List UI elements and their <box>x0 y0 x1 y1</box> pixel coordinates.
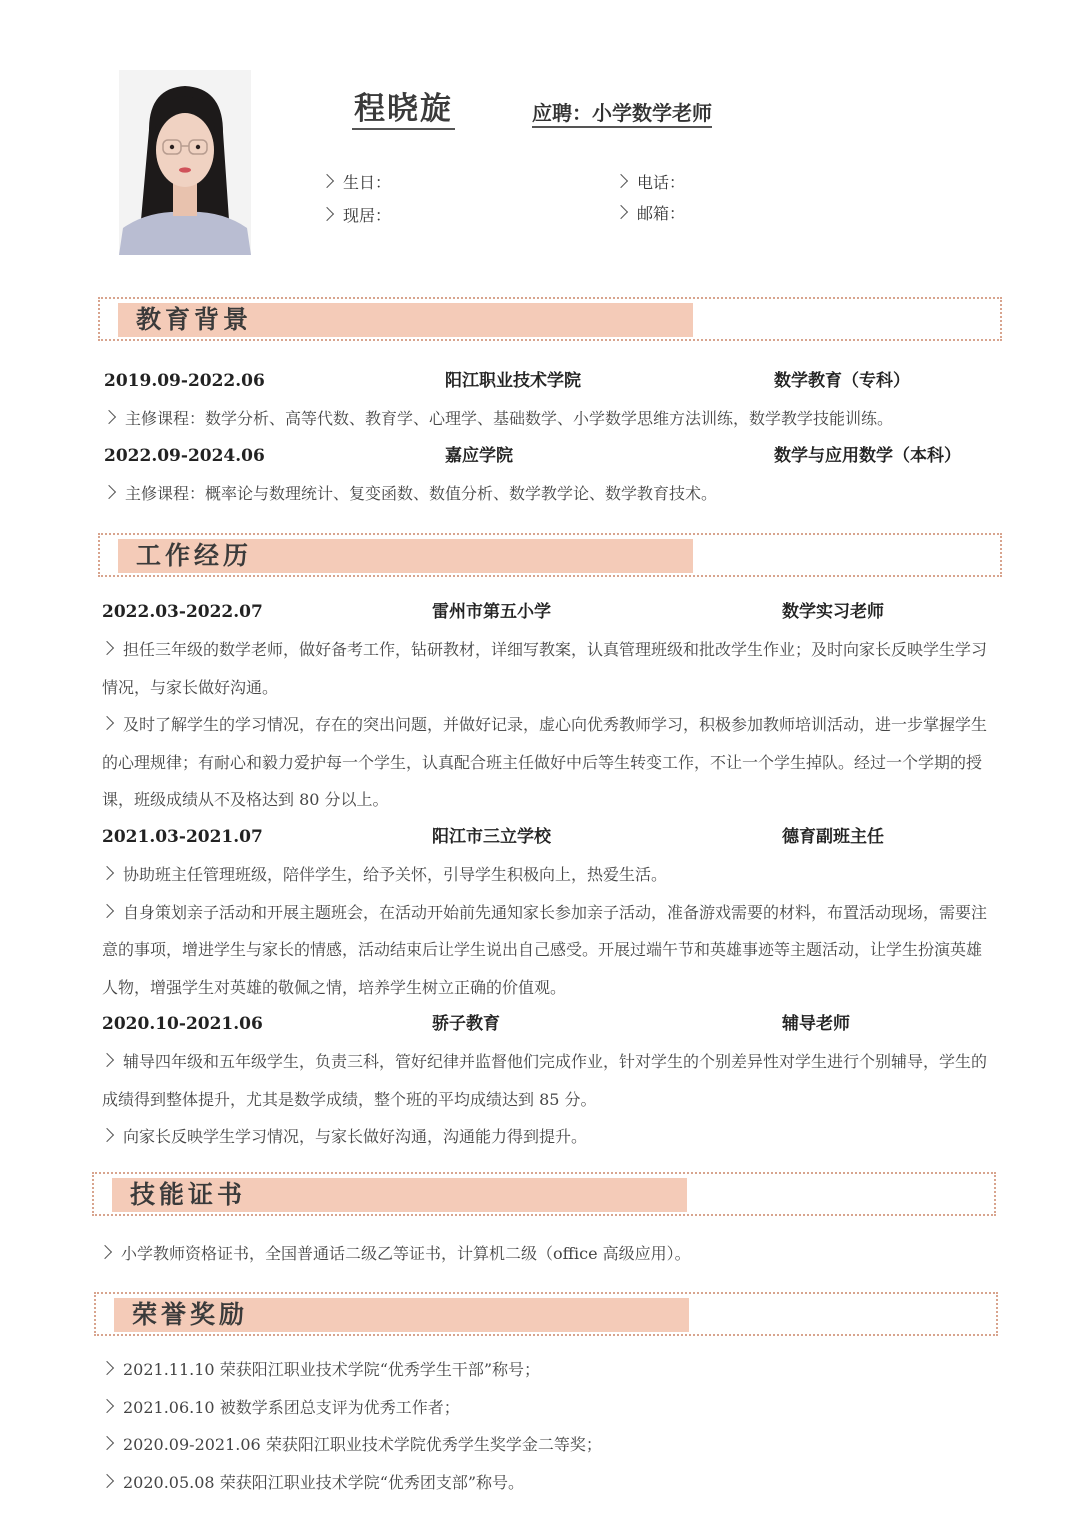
chevron-right-icon <box>320 174 334 188</box>
edu-1-date: 2019.09-2022.06 <box>104 371 265 391</box>
work-1-role: 数学实习老师 <box>782 602 884 622</box>
section-work-header <box>98 533 1002 577</box>
chevron-right-icon <box>614 205 628 219</box>
email-label: 邮箱： <box>637 204 686 223</box>
edu-2-courses-text: 主修课程：概率论与数理统计、复变函数、数值分析、数学教学论、数学教育技术。 <box>125 484 718 503</box>
list-item <box>102 1464 1002 1502</box>
list-item <box>102 894 992 1007</box>
work-2-org: 阳江市三立学校 <box>432 827 551 847</box>
edu-1-major: 数学教育（专科） <box>774 371 910 391</box>
work-2-date: 2021.03-2021.07 <box>102 827 263 847</box>
edu-2-major: 数学与应用数学（本科） <box>774 446 961 466</box>
residence-field <box>322 205 391 227</box>
list-item-text: 辅导四年级和五年级学生，负责三科，管好纪律并监督他们完成作业，针对学生的个别差异性对学生进行个别辅导，学生的成绩得到整体提升，尤其是数学成绩，整个班的平均成绩达到 85 分。 <box>102 1052 988 1109</box>
profile-photo <box>119 70 251 255</box>
list-item-text: 协助班主任管理班级，陪伴学生，给予关怀，引导学生积极向上，热爱生活。 <box>123 865 668 884</box>
section-title: 教育背景 <box>136 305 253 334</box>
work-1-items <box>102 631 992 819</box>
section-honors-header <box>94 1292 998 1336</box>
candidate-name: 程晓旋 <box>352 90 455 130</box>
section-title: 荣誉奖励 <box>132 1300 249 1329</box>
chevron-right-icon <box>100 1128 114 1142</box>
section-title: 工作经历 <box>136 541 253 570</box>
phone-label: 电话： <box>637 173 686 192</box>
email-field <box>616 203 685 225</box>
edu-2-date: 2022.09-2024.06 <box>104 446 265 466</box>
honors-list <box>102 1351 1002 1501</box>
chevron-right-icon <box>100 716 114 730</box>
chevron-right-icon <box>102 485 116 499</box>
list-item <box>102 706 992 819</box>
work-3-role: 辅导老师 <box>782 1014 850 1034</box>
list-item <box>102 856 992 894</box>
work-3-date: 2020.10-2021.06 <box>102 1014 263 1034</box>
edu-1-school: 阳江职业技术学院 <box>445 371 581 391</box>
work-2-items <box>102 856 992 1006</box>
chevron-right-icon <box>98 1245 112 1259</box>
list-item-text: 向家长反映学生学习情况，与家长做好沟通，沟通能力得到提升。 <box>123 1127 588 1146</box>
edu-1-courses <box>104 400 1034 438</box>
list-item-text: 2021.06.10 被数学系团总支评为优秀工作者； <box>123 1397 460 1417</box>
list-item <box>102 1389 1002 1427</box>
chevron-right-icon <box>100 866 114 880</box>
section-skills-header <box>92 1172 996 1216</box>
list-item-text: 2021.11.10 荣获阳江职业技术学院“优秀学生干部”称号； <box>123 1360 541 1379</box>
section-title: 技能证书 <box>130 1180 247 1209</box>
residence-label: 现居： <box>343 206 392 225</box>
list-item-text: 2020.09-2021.06 荣获阳江职业技术学院优秀学生奖学金二等奖； <box>123 1435 602 1454</box>
list-item <box>102 1426 1002 1464</box>
chevron-right-icon <box>100 1053 114 1067</box>
chevron-right-icon <box>100 1361 114 1375</box>
work-3-org: 骄子教育 <box>432 1014 500 1034</box>
list-item <box>102 1118 992 1156</box>
work-1-date: 2022.03-2022.07 <box>102 602 263 622</box>
list-item <box>102 1043 992 1118</box>
edu-2-school: 嘉应学院 <box>445 446 513 466</box>
list-item-text: 自身策划亲子活动和开展主题班会，在活动开始前先通知家长参加亲子活动，准备游戏需要的材料，布置活动现场，需要注意的事项，增进学生与家长的情感，活动结束后让学生说出自己感受。开展过端午节和英雄事迹等主题活动，让学生扮演英雄人物，增强学生对英雄的敬佩之情，培养学生树立正确的价值观。 <box>102 902 988 997</box>
work-3-items <box>102 1043 992 1156</box>
skills-text <box>100 1235 1000 1273</box>
chevron-right-icon <box>320 207 334 221</box>
phone-field <box>616 172 685 194</box>
edu-2-courses <box>104 475 1034 513</box>
section-education-header <box>98 297 1002 341</box>
chevron-right-icon <box>100 641 114 655</box>
work-1-org: 雷州市第五小学 <box>432 602 551 622</box>
birthday-field <box>322 172 391 194</box>
chevron-right-icon <box>102 410 116 424</box>
list-item <box>102 631 992 706</box>
chevron-right-icon <box>100 1398 114 1412</box>
list-item <box>102 1351 1002 1389</box>
skills-text-value: 小学教师资格证书，全国普通话二级乙等证书，计算机二级（office 高级应用）。 <box>121 1244 691 1263</box>
applied-position: 应聘：小学数学老师 <box>532 100 712 128</box>
chevron-right-icon <box>100 1436 114 1450</box>
chevron-right-icon <box>100 903 114 917</box>
list-item-text: 2020.05.08 荣获阳江职业技术学院“优秀团支部”称号。 <box>123 1472 525 1492</box>
list-item-text: 及时了解学生的学习情况，存在的突出问题，并做好记录，虚心向优秀教师学习，积极参加教师培训活动，进一步掌握学生的心理规律；有耐心和毅力爱护每一个学生，认真配合班主任做好中后等生转变工作，不让一个学生掉队。经过一个学期的授课，班级成绩从不及格达到 80 分以上。 <box>102 715 988 809</box>
birthday-label: 生日： <box>343 173 392 192</box>
work-2-role: 德育副班主任 <box>782 827 884 847</box>
list-item-text: 担任三年级的数学老师，做好备考工作，钻研教材，详细写教案，认真管理班级和批改学生作业；及时向家长反映学生学习情况，与家长做好沟通。 <box>102 640 988 697</box>
chevron-right-icon <box>614 174 628 188</box>
edu-1-courses-text: 主修课程：数学分析、高等代数、教育学、心理学、基础数学、小学数学思维方法训练，数学教学技能训练。 <box>125 409 894 428</box>
chevron-right-icon <box>100 1473 114 1487</box>
